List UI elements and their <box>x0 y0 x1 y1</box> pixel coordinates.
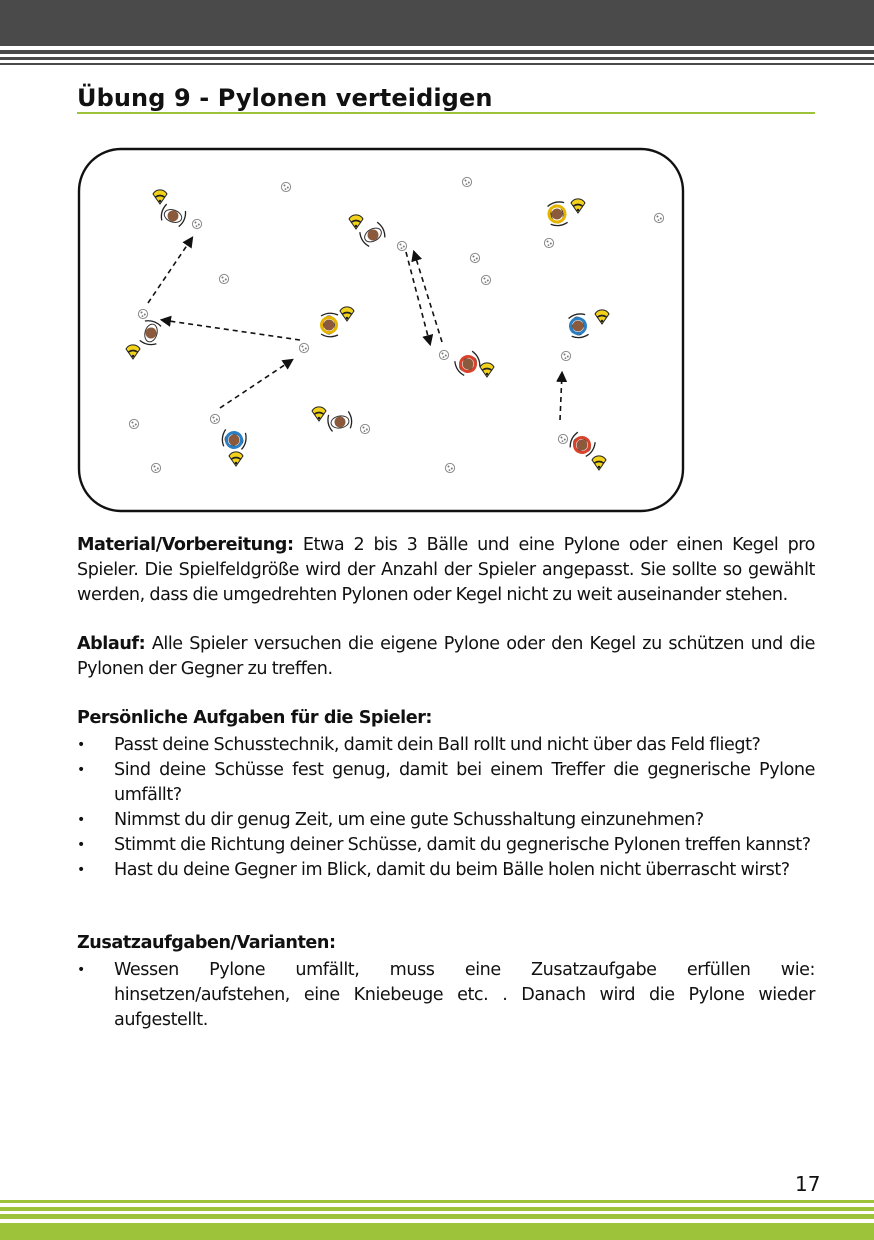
material-text: Etwa 2 bis 3 Bälle und eine Pylone oder einen Kegel pro Spieler. Die Spielfeldgröße wird der Anzahl der Spieler angepasst. Sie sollte so gewählt werden, dass die umgedrehten Pylonen oder Kegel nicht zu weit auseinander stehen. <box>77 535 815 605</box>
bullet: • <box>77 837 85 853</box>
footer-stripe <box>0 1214 874 1219</box>
list-item: • Stimmt die Richtung deiner Schüsse, damit du gegnerische Pylonen treffen kannst? <box>77 833 815 858</box>
ablauf-label: Ablauf: <box>77 634 146 654</box>
material-paragraph <box>77 533 815 608</box>
material-label: Material/Vorbereitung: <box>77 535 294 555</box>
ablauf-paragraph <box>77 632 815 682</box>
page-number: 17 <box>795 1172 821 1196</box>
bullet: • <box>77 962 85 978</box>
list-item: • Passt deine Schusstechnik, damit dein Ball rollt und nicht über das Feld fliegt? <box>77 733 815 758</box>
header-stripe <box>0 57 874 60</box>
bullet: • <box>77 737 85 753</box>
header-stripe <box>0 50 874 54</box>
variants-heading: Zusatzaufgaben/Varianten: <box>77 933 336 953</box>
ablauf-text: Alle Spieler versuchen die eigene Pylone oder den Kegel zu schützen und die Pylonen der Gegner zu treffen. <box>77 634 815 679</box>
header-bar <box>0 0 874 46</box>
tasks-list <box>77 733 815 883</box>
bullet: • <box>77 862 85 878</box>
bullet: • <box>77 812 85 828</box>
title-underline <box>77 112 815 114</box>
footer-bar <box>0 1223 874 1240</box>
variants-list <box>77 958 815 1033</box>
bullet: • <box>77 762 85 778</box>
list-item: • Nimmst du dir genug Zeit, um eine gute Schusshaltung einzunehmen? <box>77 808 815 833</box>
list-item: • Wessen Pylone umfällt, muss eine Zusatzaufgabe erfüllen wie: hinsetzen/aufstehen, eine Kniebeuge etc. . Danach wird die Pylone wieder aufgestellt. <box>77 960 815 1030</box>
list-item: • Sind deine Schüsse fest genug, damit bei einem Treffer die gegnerische Pylone umfällt? <box>77 760 815 805</box>
page-title: Übung 9 - Pylonen verteidigen <box>77 84 493 112</box>
field-boundary <box>79 149 683 511</box>
footer-stripe <box>0 1207 874 1211</box>
footer-stripe <box>0 1200 874 1203</box>
header-stripe <box>0 63 874 65</box>
list-item: • Hast du deine Gegner im Blick, damit du beim Bälle holen nicht überrascht wirst? <box>77 858 815 883</box>
field-diagram <box>70 140 700 520</box>
tasks-heading: Persönliche Aufgaben für die Spieler: <box>77 708 433 728</box>
